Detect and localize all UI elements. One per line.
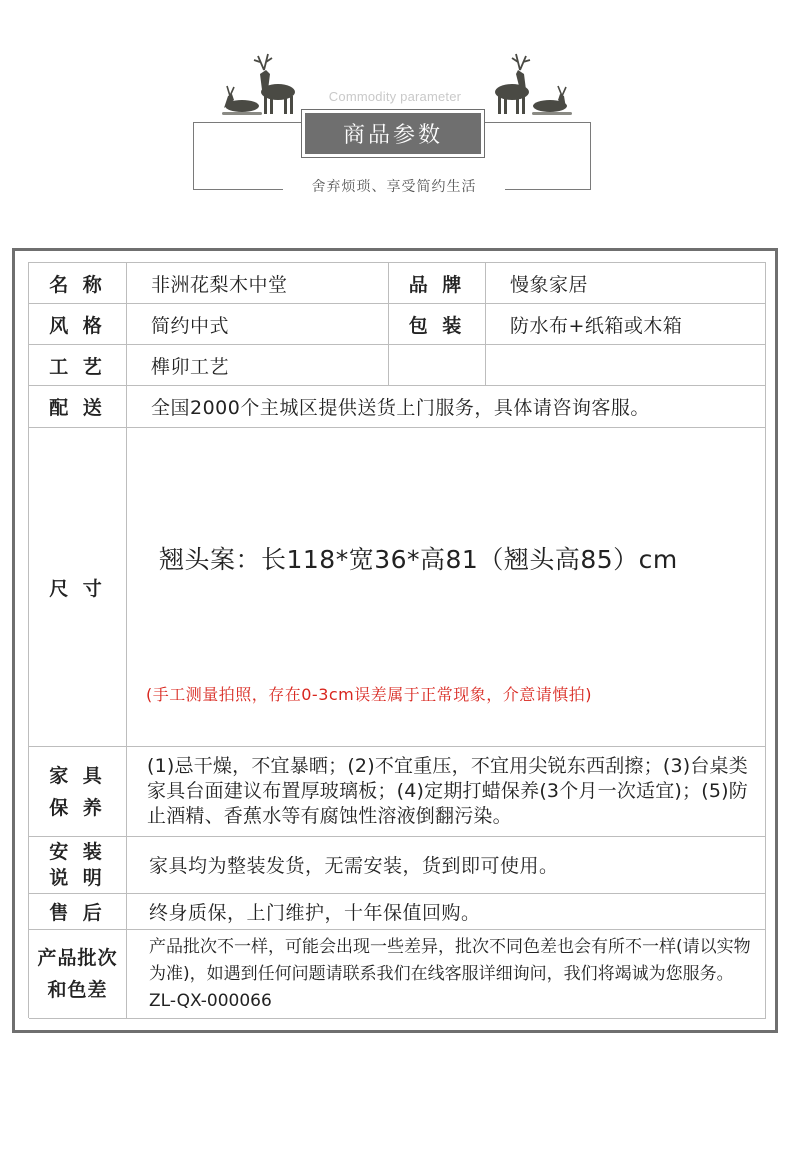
name-value: 非洲花梨木中堂 [127,263,389,304]
brand-value: 慢象家居 [486,263,766,304]
delivery-value: 全国2000个主城区提供送货上门服务，具体请咨询客服。 [127,386,766,428]
aftersale-label: 售 后 [29,894,127,930]
delivery-label: 配 送 [29,386,127,428]
install-label [29,837,127,894]
brand-label: 品 牌 [389,263,486,304]
size-note: (手工测量拍照，存在0-3cm误差属于正常现象，介意请慎拍) [146,685,593,704]
care-value: (1)忌干燥，不宜暴晒；(2)不宜重压，不宜用尖锐东西刮擦；(3)台桌类家具台面建议布置厚玻璃板；(4)定期打蜡保养(3个月一次适宜)；(5)防止酒精、香蕉水等有腐蚀性溶液倒翻污染。 [127,747,766,837]
package-value: 防水布+纸箱或木箱 [486,304,766,345]
install-label-line1: 安 装 [49,841,106,863]
batch-label [29,930,127,1019]
craft-value: 榫卯工艺 [127,345,389,386]
deer-figurine-icon [218,50,318,118]
section-header [0,0,790,210]
title-plate [301,109,485,158]
empty-cell [389,345,486,386]
craft-label: 工 艺 [29,345,127,386]
batch-value: 产品批次不一样，可能会出现一些差异，批次不同色差也会有所不一样(请以实物为准)，如遇到任何问题请联系我们在线客服详细询问，我们将竭诚为您服务。ZL-QX-000066 [127,930,766,1019]
batch-label-line1: 产品批次 [37,947,118,969]
care-label-line1: 家 具 [49,764,106,787]
spec-table [28,262,766,1018]
size-value: 翘头案：长118*宽36*高81（翘头高85）cm [159,545,678,574]
care-label-line2: 保 养 [49,796,106,819]
style-label: 风 格 [29,304,127,345]
size-label: 尺 寸 [29,428,127,747]
header-subtitle: 舍弃烦琐、享受简约生活 [311,179,477,195]
page-title: 商品参数 [305,113,481,154]
batch-label-line2: 和色差 [47,979,108,1001]
care-label [29,747,127,837]
install-label-line2: 说 明 [49,867,106,889]
english-title: Commodity parameter [328,89,462,104]
empty-cell [486,345,766,386]
aftersale-value: 终身质保，上门维护，十年保值回购。 [127,894,766,930]
style-value: 简约中式 [127,304,389,345]
package-label: 包 装 [389,304,486,345]
size-cell [127,428,766,747]
deer-figurine-icon [476,50,576,118]
install-value: 家具均为整装发货，无需安装，货到即可使用。 [127,837,766,894]
name-label: 名 称 [29,263,127,304]
